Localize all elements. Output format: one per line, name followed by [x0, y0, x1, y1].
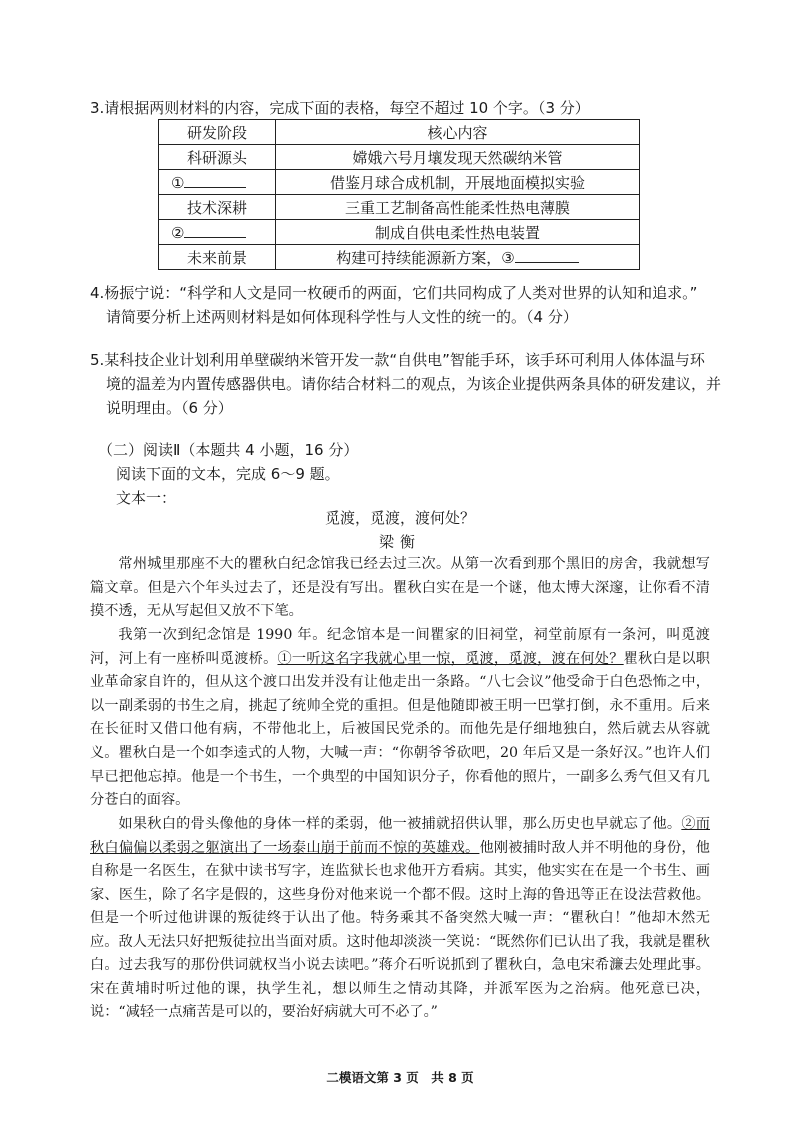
- article-paragraph-3: 瞿秋白是一个如李逵式的人物，大喊一声：“你朝爷爷砍吧，20 年后又是一条好汉。”也许人们早已把他忘掉。他是一个书生，一个典型的中国知识分子，你看他的照片，一副多么秀气但又有几分苍白的面容。: [90, 745, 710, 808]
- question-5-line-2: 境的温差为内置传感器供电。请你结合材料二的观点，为该企业提供两条具体的研发建议，并: [106, 375, 722, 393]
- table-header-content: 核心内容: [276, 120, 640, 145]
- underlined-sentence-2: ②而秋白偏偏以柔弱之躯演出了一场泰山崩于前而不惊的英雄戏。: [90, 816, 710, 856]
- table-cell-content-blank-3[interactable]: [276, 245, 640, 270]
- blank-number: ②: [171, 223, 185, 242]
- paragraph-text: 我第一次到纪念馆是 1990 年。纪念馆本是一间瞿家的旧祠堂，祠堂前原有一条河，叫觅渡河，河上有一座桥叫觅渡桥。: [90, 627, 710, 667]
- answer-blank-2[interactable]: [184, 223, 246, 238]
- table-cell-stage: 技术深耕: [159, 195, 276, 220]
- article-paragraph-1: 常州城里那座不大的瞿秋白纪念馆我已经去过三次。从第一次看到那个黑旧的房舍，我就想写篇文章。但是六个年头过去了，还是没有写出。瞿秋白实在是一个谜，他太博大深邃，让你看不清摸不透，无从写起但又放不下笔。: [90, 556, 710, 619]
- table-row: [159, 170, 640, 195]
- content-text: 构建可持续能源新方案，③: [336, 248, 515, 267]
- question-3: 3.请根据两则材料的内容，完成下面的表格，每空不超过 10 个字。（3 分）: [90, 99, 590, 117]
- table-header-stage: 研发阶段: [159, 120, 276, 145]
- answer-blank-1[interactable]: [184, 173, 246, 188]
- paragraph-text: 如果秋白的骨头像他的身体一样的柔弱，他一被捕就招供认罪，那么历史也早就忘了他。: [118, 816, 682, 832]
- table-cell-content: 借鉴月球合成机制，开展地面模拟实验: [276, 170, 640, 195]
- section-instruction: 阅读下面的文本，完成 6～9 题。: [116, 465, 340, 483]
- question-4-line-2: 请简要分析上述两则材料是如何体现科学性与人文性的统一的。（4 分）: [106, 308, 578, 326]
- table-row: [159, 145, 640, 170]
- underlined-sentence-1: ①一听这名字我就心里一惊，觅渡，觅渡，渡在何处？: [277, 650, 624, 667]
- table-cell-content: 三重工艺制备高性能柔性热电薄膜: [276, 195, 640, 220]
- table-cell-stage-blank-1[interactable]: [159, 170, 276, 195]
- article-author: 梁衡: [378, 533, 421, 551]
- text-label: 文本一：: [116, 489, 177, 507]
- paragraph-text: 瞿秋白是以职业革命家自许的，但从这个渡口出发并没有让他走出一条路。“八七会议”他受命于白色恐怖之中，以一副柔弱的书生之肩，挑起了统帅全党的重担。但是他随即被王明一巴掌打倒，永不重用。后来在长征时又借口他有病，不带他北上，后被国民党杀的。而他先是仔细地独白，然后就去从容就义。: [90, 650, 710, 761]
- paragraph-text: 他刚被捕时敌人并不明他的身份，他自称是一名医生，在狱中读书写字，连监狱长也求他开方看病。其实，他实实在在是一个书生、画家、医生，除了名字是假的，这些身份对他来说一个都不假。这时上海的鲁迅等正在设法营救他。但是一个听过他讲课的叛徒终于认出了他。特务乘其不备突然大喊一声：“瞿秋白！”他却木然无应。敌人无法只好把叛徒拉出当面对质。这时他却淡淡一笑说：“既然你们已认出了我，我就是瞿秋白。过去我写的那份供词就权当小说去读吧。”蒋介石听说抓到了瞿秋白，急电宋希濂去处理此事。宋在黄埔时听过他的课，执学生礼，想以师生之情动其降，并派军医为之治病。他死意已决，说：“减轻一点痛苦是可以的，要治好病就大可不必了。”: [90, 839, 710, 1020]
- answer-blank-3[interactable]: [515, 248, 579, 263]
- table-cell-content: 制成自供电柔性热电装置: [276, 220, 640, 245]
- table-cell-content: 嫦娥六号月壤发现天然碳纳米管: [276, 145, 640, 170]
- article-paragraph-4: [90, 813, 710, 1025]
- table-row: [159, 195, 640, 220]
- section-heading: （二）阅读Ⅱ（本题共 4 小题，16 分）: [98, 441, 359, 459]
- research-stage-table: [158, 119, 640, 270]
- table-cell-stage: 科研源头: [159, 145, 276, 170]
- table-cell-stage-blank-2[interactable]: [159, 220, 276, 245]
- question-5-line-3: 说明理由。（6 分）: [106, 399, 233, 417]
- table-row: [159, 245, 640, 270]
- table-header-row: [159, 120, 640, 145]
- question-4-line-1: 4.杨振宁说：“科学和人文是同一枚硬币的两面，它们共同构成了人类对世界的认知和追求。”: [90, 284, 698, 302]
- table-cell-stage: 未来前景: [159, 245, 276, 270]
- question-5-line-1: 5.某科技企业计划利用单壁碳纳米管开发一款“自供电”智能手环，该手环可利用人体体温与环: [90, 351, 705, 369]
- page-footer: 二模语文第 3 页 共 8 页: [326, 1070, 474, 1085]
- blank-number: ①: [171, 173, 185, 192]
- table-row: [159, 220, 640, 245]
- article-title: 觅渡，觅渡，渡何处？: [324, 509, 475, 527]
